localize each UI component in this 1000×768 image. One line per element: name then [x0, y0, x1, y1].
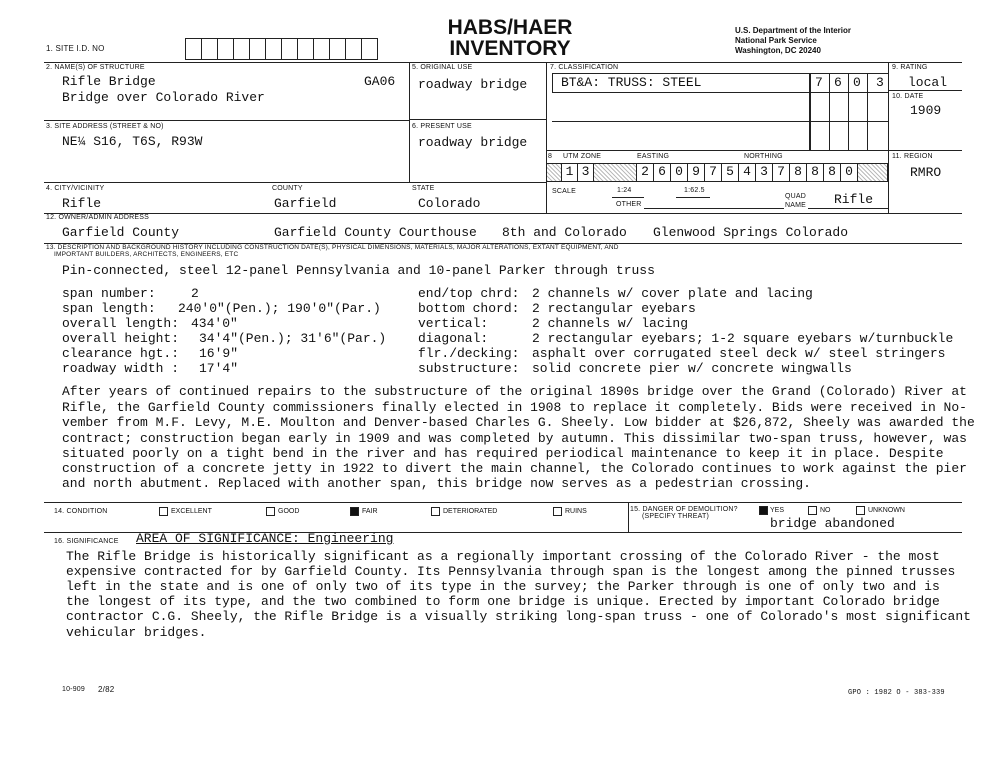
dept-name: U.S. Department of the Interior	[735, 26, 852, 35]
condition-checkbox-good[interactable]	[266, 507, 275, 516]
condition-checkbox-excellent[interactable]	[159, 507, 168, 516]
spec-key: roadway width :	[62, 361, 180, 376]
spec-value: 2	[191, 286, 199, 301]
spec-key: bottom chord:	[418, 301, 520, 316]
utm-shade-left	[546, 163, 562, 182]
classification-label: 7. CLASSIFICATION	[550, 64, 619, 71]
condition-checkbox-ruins[interactable]	[553, 507, 562, 516]
spec-key: span length:	[62, 301, 156, 316]
demolition-option-label: NO	[820, 507, 831, 514]
condition-option-label: FAIR	[362, 508, 378, 515]
original-use-label: 5. ORIGINAL USE	[412, 64, 473, 71]
quad-label: QUAD	[785, 193, 807, 200]
rating-label: 9. RATING	[892, 64, 928, 71]
spec-key: substructure:	[418, 361, 520, 376]
scale-62k: 1:62.5	[684, 187, 705, 194]
easting-label: EASTING	[637, 153, 670, 160]
easting-digit: 0	[670, 163, 688, 182]
classification-value: BT&A: TRUSS: STEEL	[561, 75, 702, 90]
condition-option-label: GOOD	[278, 508, 300, 515]
northing-digit: 8	[789, 163, 807, 182]
spec-value: solid concrete pier w/ concrete wingwalls	[532, 361, 852, 376]
easting-digit: 5	[721, 163, 739, 182]
demolition-label: 15. DANGER OF DEMOLITION?	[630, 506, 738, 513]
spec-value: 434'0"	[191, 316, 238, 331]
utm-shade-mid	[593, 163, 637, 182]
spec-key: end/top chrd:	[418, 286, 520, 301]
site-address-label: 3. SITE ADDRESS (STREET & NO)	[46, 123, 164, 130]
spec-key: vertical:	[418, 316, 489, 331]
history-line: After years of continued repairs to the substructure of the original 1890s bridge over the Grand (Colorado) River at	[62, 384, 967, 399]
city-label: 4. CITY/VICINITY	[46, 185, 105, 192]
history-line: vember from M.F. Levy, M.E. Moulton and Denver-based Charles G. Sheely. Low bidder at $26,872, Sheely was awarded the	[62, 415, 975, 430]
demolition-checkbox-no[interactable]	[808, 506, 817, 515]
history-line: contract; construction began early in 1909 and was completed by autumn. This dissimilar two-span truss, however, was	[62, 431, 967, 446]
county-value: Garfield	[274, 196, 337, 211]
significance-line: vehicular bridges.	[66, 625, 207, 640]
significance-line: contractor C.G. Sheely, the Rifle Bridge is a visually striking long-span truss - one of Colorado's most significant	[66, 609, 971, 624]
easting-digit: 2	[636, 163, 654, 182]
class-code-1: 7	[815, 75, 823, 90]
history-line: construction of a concrete jetty in 1922 to divert the main channel, the Colorado continues to work against the pier	[62, 461, 967, 476]
scale-other-label: OTHER	[616, 201, 642, 208]
spec-value: 17'4"	[199, 361, 239, 376]
region-label: 11. REGION	[892, 153, 933, 160]
spec-key: diagonal:	[418, 331, 489, 346]
spec-key: clearance hgt.:	[62, 346, 180, 361]
spec-value: 240'0"(Pen.); 190'0"(Par.)	[178, 301, 381, 316]
owner-address-2: 8th and Colorado	[502, 225, 627, 240]
spec-value: 2 channels w/ cover plate and lacing	[532, 286, 813, 301]
condition-checkbox-deteriorated[interactable]	[431, 507, 440, 516]
site-id-label: 1. SITE I.D. NO	[46, 44, 105, 53]
condition-option-label: RUINS	[565, 508, 587, 515]
demolition-option-label: UNKNOWN	[868, 507, 905, 514]
northing-digit: 4	[738, 163, 756, 182]
spec-key: span number:	[62, 286, 156, 301]
demolition-checkbox-yes[interactable]	[759, 506, 768, 515]
history-line: situated poorly on a tight bend in the river and has required periodical maintenance to keep it in place. Despite	[62, 446, 944, 461]
state-value: Colorado	[418, 196, 481, 211]
agency-address: Washington, DC 20240	[735, 46, 821, 55]
form-title-line1: HABS/HAER	[447, 16, 573, 39]
spec-value: 34'4"(Pen.); 31'6"(Par.)	[199, 331, 387, 346]
city-value: Rifle	[62, 196, 102, 211]
owner-address-3: Glenwood Springs Colorado	[653, 225, 849, 240]
condition-option-label: EXCELLENT	[171, 508, 212, 515]
form-date: 2/82	[98, 685, 115, 694]
significance-line: the longest of its type, and the two combined to form one bridge is unique. Erected by important Colorado bridge	[66, 594, 940, 609]
scale-24k: 1:24	[617, 187, 632, 194]
description-label-1: 13. DESCRIPTION AND BACKGROUND HISTORY INCLUDING CONSTRUCTION DATE(S), PHYSICAL DIMENSIONS, MATERIALS, MAJOR ALTERATIONS, EXTANT EQUIPMENT, AND	[46, 244, 619, 251]
present-use-label: 6. PRESENT USE	[412, 123, 472, 130]
history-line: and north abutment. Replaced with another span, this bridge now serves as a pedestrian crossing.	[62, 476, 811, 491]
spec-value: asphalt over corrugated steel deck w/ steel stringers	[532, 346, 946, 361]
northing-digit: 8	[823, 163, 841, 182]
present-use-value: roadway bridge	[418, 135, 528, 150]
northing-label: NORTHING	[744, 153, 783, 160]
spec-value: 16'9"	[199, 346, 239, 361]
agency-name: National Park Service	[735, 36, 817, 45]
spec-key: overall height:	[62, 331, 180, 346]
utm-field-number: 8	[548, 153, 553, 160]
northing-digit: 8	[806, 163, 824, 182]
quad-name-label: NAME	[785, 202, 807, 209]
condition-label: 14. CONDITION	[54, 508, 108, 515]
spec-value: 2 rectangular eyebars	[532, 301, 696, 316]
utm-shade-right	[857, 163, 888, 182]
site-address-value: NE¼ S16, T6S, R93W	[62, 134, 203, 149]
owner-label: 12. OWNER/ADMIN ADDRESS	[46, 214, 150, 221]
demolition-checkbox-unknown[interactable]	[856, 506, 865, 515]
northing-digit: 3	[755, 163, 773, 182]
spec-value: 2 channels w/ lacing	[532, 316, 689, 331]
structure-name-label: 2. NAME(S) OF STRUCTURE	[46, 64, 145, 71]
history-line: Rifle, the Garfield County commissioners finally elected in 1908 to replace it completely. Bids were received in No-	[62, 400, 967, 415]
demolition-option-label: YES	[770, 507, 785, 514]
significance-label: 16. SIGNIFICANCE	[54, 538, 119, 545]
date-label: 10. DATE	[892, 93, 924, 100]
date-value: 1909	[910, 103, 942, 118]
structure-name-primary: Rifle Bridge	[62, 74, 156, 89]
scale-label: SCALE	[552, 188, 576, 195]
northing-digit: 7	[772, 163, 790, 182]
original-use-value: roadway bridge	[418, 77, 528, 92]
demolition-sublabel: (SPECIFY THREAT)	[642, 513, 709, 520]
condition-option-label: DETERIORATED	[443, 508, 498, 515]
significance-line: expensive contracted for by Garfield County. Its Pennsylvania through span is the longest among the pinned trusses	[66, 564, 956, 579]
description-label-2: IMPORTANT BUILDERS, ARCHITECTS, ENGINEERS, ETC	[54, 251, 239, 258]
easting-digit: 7	[704, 163, 722, 182]
region-value: RMRO	[910, 165, 942, 180]
quad-name-value: Rifle	[834, 192, 874, 207]
significance-area: AREA OF SIGNIFICANCE: Engineering	[136, 531, 394, 546]
rating-value: local	[908, 75, 948, 90]
structure-code: GA06	[364, 74, 396, 89]
county-label: COUNTY	[272, 185, 303, 192]
description-intro: Pin-connected, steel 12-panel Pennsylvania and 10-panel Parker through truss	[62, 263, 655, 278]
significance-line: The Rifle Bridge is historically significant as a regionally important crossing of the Colorado River - the most	[66, 549, 940, 564]
utm-zone-digit: 1	[561, 163, 578, 182]
northing-digit: 0	[840, 163, 858, 182]
easting-digit: 9	[687, 163, 705, 182]
utm-zone-digit: 3	[577, 163, 594, 182]
easting-digit: 6	[653, 163, 671, 182]
demolition-note: bridge abandoned	[770, 516, 895, 531]
gpo-imprint: GPO : 1982 O - 383-339	[848, 689, 945, 697]
spec-key: overall length:	[62, 316, 180, 331]
class-code-3: 0	[853, 75, 861, 90]
class-code-2: 6	[834, 75, 842, 90]
spec-value: 2 rectangular eyebars; 1-2 square eyebars w/turnbuckle	[532, 331, 954, 346]
class-code-4: 3	[876, 75, 884, 90]
state-label: STATE	[412, 185, 435, 192]
form-title-line2: INVENTORY	[449, 37, 571, 60]
condition-checkbox-fair[interactable]	[350, 507, 359, 516]
form-number: 10-909	[62, 686, 85, 693]
significance-line: left in the state and is one of only two of its type in the survey; the Parker through is one of only two and is	[66, 579, 940, 594]
owner-value: Garfield County	[62, 225, 180, 240]
owner-address-1: Garfield County Courthouse	[274, 225, 477, 240]
structure-name-alt: Bridge over Colorado River	[62, 90, 265, 105]
utm-zone-label: UTM ZONE	[563, 153, 602, 160]
spec-key: flr./decking:	[418, 346, 520, 361]
